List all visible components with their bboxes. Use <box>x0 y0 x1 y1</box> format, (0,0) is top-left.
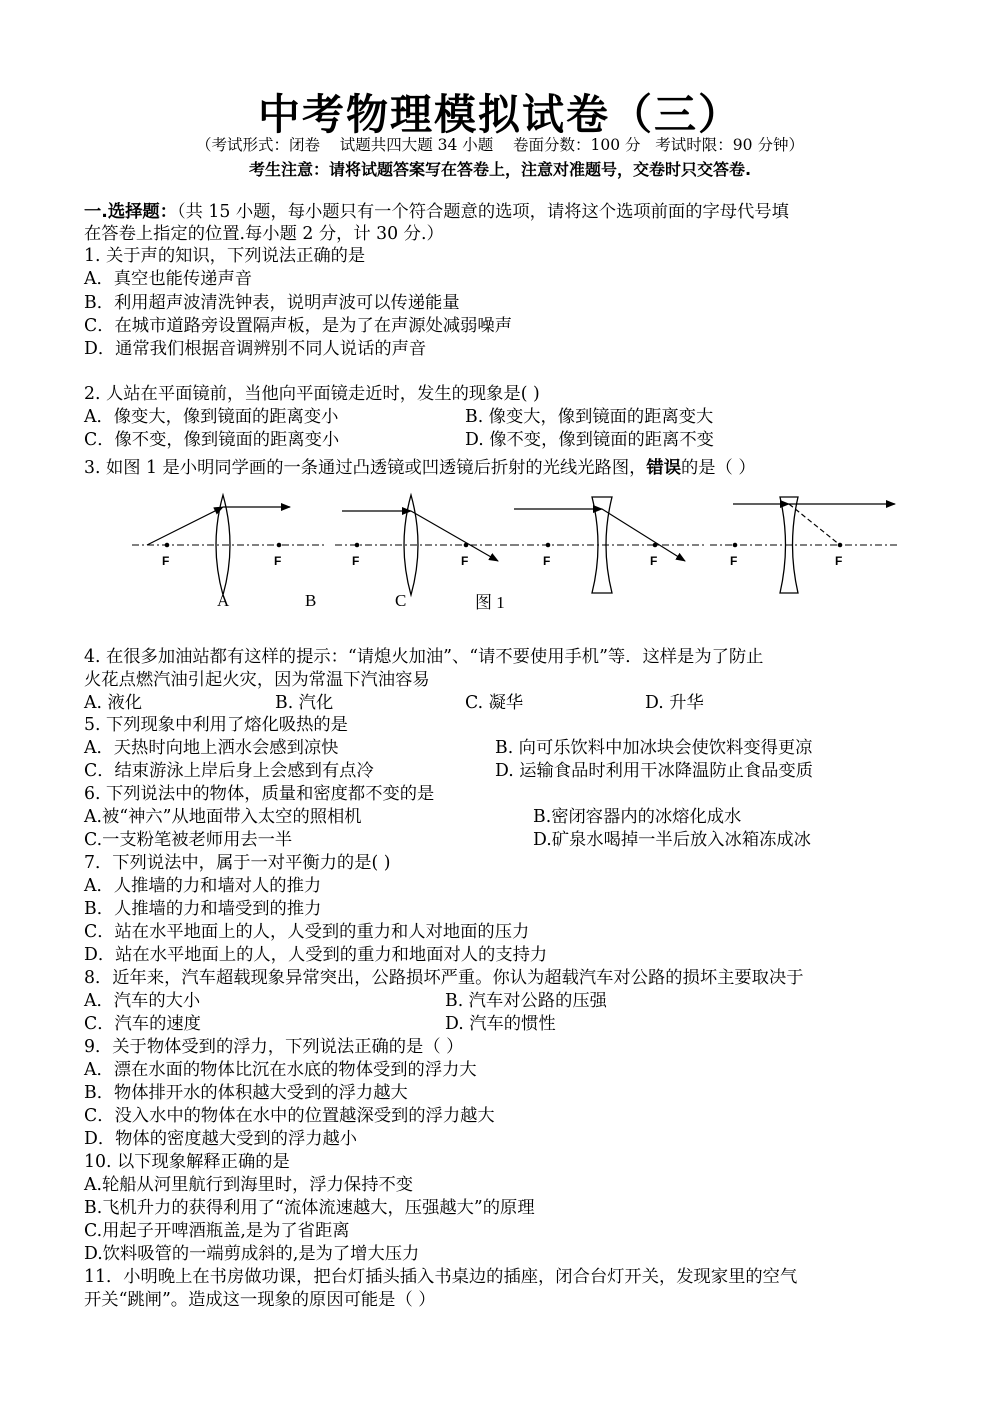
q5-option-a: A．天热时向地上洒水会感到凉快 <box>84 738 339 758</box>
q9-option-d: D．物体的密度越大受到的浮力越小 <box>84 1129 358 1149</box>
ray-c-refracted <box>602 509 685 561</box>
q2-option-c: C．像不变，像到镜面的距离变小 <box>84 430 340 450</box>
q9-stem: 9．关于物体受到的浮力，下列说法正确的是（ ） <box>84 1037 464 1057</box>
q9-option-a: A．漂在水面的物体比沉在水底的物体受到的浮力大 <box>84 1060 477 1080</box>
q8-option-b: B. 汽车对公路的压强 <box>445 991 607 1011</box>
focus-label: F <box>461 554 469 568</box>
q4-stem-line1: 4. 在很多加油站都有这样的提示：“请熄火加油”、“请不要使用手机”等．这样是为了防止 <box>84 647 764 667</box>
q10-option-c: C.用起子开啤酒瓶盖,是为了省距离 <box>84 1221 350 1241</box>
ray-b-refracted <box>411 511 498 561</box>
section1-intro-line1 <box>84 201 789 223</box>
focus-point-a-left <box>165 543 170 548</box>
q11-stem-line2: 开关“跳闸”。造成这一现象的原因可能是（ ） <box>84 1290 436 1310</box>
focus-label: F <box>162 554 170 568</box>
focus-label: F <box>650 554 658 568</box>
q7-option-c: C．站在水平地面上的人，人受到的重力和人对地面的压力 <box>84 922 530 942</box>
q5-stem: 5. 下列现象中利用了熔化吸热的是 <box>84 715 348 735</box>
q8-option-c: C．汽车的速度 <box>84 1014 201 1034</box>
focus-label: F <box>352 554 360 568</box>
q10-stem: 10. 以下现象解释正确的是 <box>84 1152 290 1172</box>
section1-intro-line2: 在答卷上指定的位置.每小题 2 分，计 30 分.） <box>84 224 444 244</box>
q5-option-c: C．结束游泳上岸后身上会感到有点冷 <box>84 761 374 781</box>
q1-option-a: A．真空也能传递声音 <box>84 269 253 289</box>
focus-point-a-right <box>277 543 282 548</box>
q9-option-b: B．物体排开水的体积越大受到的浮力越大 <box>84 1083 408 1103</box>
q7-stem: 7．下列说法中，属于一对平衡力的是( ) <box>84 853 391 873</box>
diagram-label-b: B <box>305 591 317 610</box>
q6-option-c: C.一支粉笔被老师用去一半 <box>84 830 293 850</box>
q7-option-d: D．站在水平地面上的人，人受到的重力和地面对人的支持力 <box>84 945 548 965</box>
diagram-d <box>710 497 900 593</box>
q4-option-a: A. 液化 <box>84 693 143 713</box>
q7-option-a: A．人推墙的力和墙对人的推力 <box>84 876 322 896</box>
q6-option-b: B.密闭容器内的冰熔化成水 <box>533 807 742 827</box>
q9-option-c: C．没入水中的物体在水中的位置越深受到的浮力越大 <box>84 1106 495 1126</box>
q3-stem-pre: 3. 如图 1 是小明同学画的一条通过凸透镜或凹透镜后折射的光线光路图， <box>84 458 647 478</box>
diagram-label-a: A <box>217 591 230 610</box>
lens-diagram-svg <box>120 485 910 615</box>
q6-option-d: D.矿泉水喝掉一半后放入冰箱冻成冰 <box>533 830 811 850</box>
q8-option-a: A．汽车的大小 <box>84 991 201 1011</box>
figure-caption: 图 1 <box>475 593 505 612</box>
q1-option-d: D．通常我们根据音调辨别不同人说话的声音 <box>84 339 427 359</box>
focus-label: F <box>274 554 282 568</box>
q6-option-a: A.被“神六”从地面带入太空的照相机 <box>84 807 362 827</box>
diagram-b <box>335 495 515 595</box>
q5-option-b: B. 向可乐饮料中加冰块会使饮料变得更凉 <box>495 738 813 758</box>
diagram-a <box>132 495 325 595</box>
focus-label: F <box>835 554 843 568</box>
q6-stem: 6. 下列说法中的物体，质量和密度都不变的是 <box>84 784 435 804</box>
exam-notice: 考生注意：请将试题答案写在答卷上，注意对准题号，交卷时只交答卷. <box>248 160 752 179</box>
q8-option-d: D. 汽车的惯性 <box>445 1014 556 1034</box>
ray-d-dashed-extension <box>789 504 840 545</box>
focus-point-d-left <box>733 543 738 548</box>
q2-option-d: D. 像不变，像到镜面的距离不变 <box>465 430 714 450</box>
q4-option-d: D. 升华 <box>645 693 704 713</box>
exam-subtitle: （考试形式：闭卷 试题共四大题 34 小题 卷面分数：100 分 考试时限：90 分钟） <box>196 136 804 154</box>
q3-stem <box>84 457 756 479</box>
exam-title: 中考物理模拟试卷（三） <box>257 90 742 139</box>
q1-option-c: C．在城市道路旁设置隔声板，是为了在声源处减弱噪声 <box>84 316 512 336</box>
ray-a-incident <box>147 507 223 545</box>
section1-intro-text: （共 15 小题，每小题只有一个符合题意的选项，请将这个选项前面的字母代号填 <box>176 202 789 222</box>
q2-option-b: B. 像变大，像到镜面的距离变大 <box>465 407 714 427</box>
q1-stem: 1. 关于声的知识，下列说法正确的是 <box>84 246 366 266</box>
focus-label: F <box>543 554 551 568</box>
q4-option-b: B. 汽化 <box>275 693 334 713</box>
q3-stem-post: 的是（ ） <box>680 458 756 478</box>
section1-title: 一.选择题： <box>84 202 177 222</box>
q3-stem-emphasis: 错误 <box>646 458 681 478</box>
diagram-label-c: C <box>395 591 407 610</box>
q10-option-b: B.飞机升力的获得利用了“流体流速越大，压强越大”的原理 <box>84 1198 535 1218</box>
q8-stem: 8．近年来，汽车超载现象异常突出，公路损坏严重。你认为超载汽车对公路的损坏主要取决于 <box>84 968 804 988</box>
q10-option-a: A.轮船从河里航行到海里时，浮力保持不变 <box>84 1175 414 1195</box>
q2-stem: 2. 人站在平面镜前，当他向平面镜走近时，发生的现象是( ) <box>84 384 540 404</box>
q1-option-b: B．利用超声波清洗钟表，说明声波可以传递能量 <box>84 293 460 313</box>
q7-option-b: B．人推墙的力和墙受到的推力 <box>84 899 322 919</box>
q2-option-a: A．像变大，像到镜面的距离变小 <box>84 407 339 427</box>
q4-stem-line2: 火花点燃汽油引起火灾，因为常温下汽油容易 <box>84 670 430 690</box>
figure-1 <box>120 485 910 615</box>
q10-option-d: D.饮料吸管的一端剪成斜的,是为了增大压力 <box>84 1244 420 1264</box>
q11-stem-line1: 11．小明晚上在书房做功课，把台灯插头插入书桌边的插座，闭合台灯开关，发现家里的空气 <box>84 1267 798 1287</box>
q5-option-d: D. 运输食品时利用干冰降温防止食品变质 <box>495 761 814 781</box>
diagram-c <box>512 497 705 593</box>
focus-point-b-left <box>355 543 360 548</box>
focus-point-c-left <box>546 543 551 548</box>
focus-label: F <box>730 554 738 568</box>
q4-option-c: C. 凝华 <box>465 693 524 713</box>
